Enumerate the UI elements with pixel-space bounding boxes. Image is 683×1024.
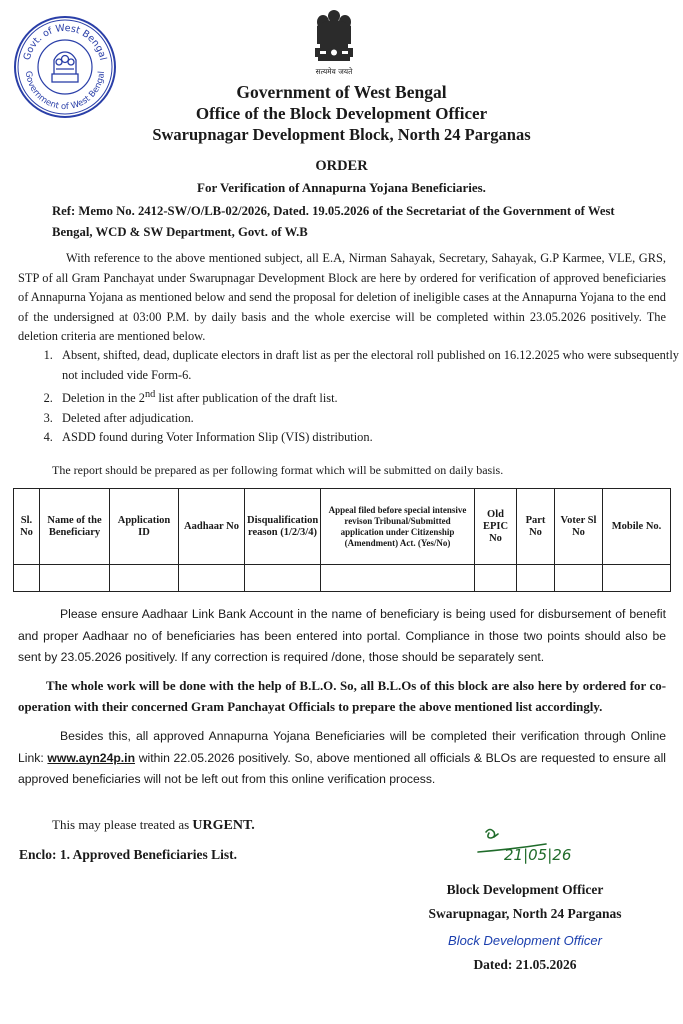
urgent-note <box>52 817 255 834</box>
table-cell <box>179 565 245 592</box>
criteria-text: list after publication of the draft list. <box>155 391 338 406</box>
criteria-text: Deletion in the 2 <box>62 391 145 406</box>
govt-seal-icon <box>12 14 118 120</box>
order-date: Dated: 21.05.2026 <box>473 957 577 972</box>
table-row <box>14 565 671 592</box>
urgent-word: URGENT. <box>192 818 255 833</box>
criteria-item: 4. ASDD found during Voter Information Slip (VIS) distribution. <box>56 428 683 448</box>
emblem-motto: सत्यमेव जयते <box>315 67 353 76</box>
header-block: Swarupnagar Development Block, North 24 Parganas <box>152 125 531 144</box>
table-cell <box>245 565 321 592</box>
superscript: nd <box>144 389 156 400</box>
designation-stamp: Block Development Officer <box>448 933 602 948</box>
signatory-title: Block Development Officer <box>446 882 604 897</box>
table-cell <box>110 565 179 592</box>
table-header-cell: Aadhaar No <box>179 489 245 565</box>
online-text: Besides this, all approved Annapurna Yojana Beneficiaries will be completed their verification through Online Link: <box>18 729 666 765</box>
criteria-item <box>56 385 683 409</box>
signature-date: 21|05|26 <box>504 846 572 864</box>
handwritten-signature <box>474 824 584 872</box>
table-header-cell: Sl. No <box>14 489 40 565</box>
criteria-item: 1. Absent, shifted, dead, duplicate electors in draft list as per the electoral roll published on 16.12.2025 who were subsequently not included vide Form-6. <box>56 346 683 385</box>
table-header-row <box>14 489 671 565</box>
letterhead <box>150 82 533 145</box>
header-govt: Government of West Bengal <box>236 82 447 102</box>
national-emblem-icon <box>306 6 362 78</box>
table-header-cell: Disqualification reason (1/2/3/4) <box>245 489 321 565</box>
urgent-text: This may please treated as <box>52 817 193 832</box>
table-cell <box>555 565 603 592</box>
paragraph-intro: With reference to the above mentioned subject, all E.A, Nirman Sahayak, Secretary, Sahayak, G.P Karmee, VLE, GRS, STP of all Gram Panchayat under Swarupnagar Development Block are here by ordered for verification of approved beneficiaries of Annapurna Yojana as mentioned below and send the proposal for deletion of ineligible cases at the Annapurna Yojana to the end of the undersigned at 03:00 P.M. by daily basis and the whole exercise will be completed within 23.05.2026 positively. The deletion criteria are mentioned below. <box>18 251 666 343</box>
table-cell <box>40 565 110 592</box>
order-reference: Ref: Memo No. 2412-SW/O/LB-02/2026, Dated. 19.05.2026 of the Secretariat of the Government of West Bengal, WCD & SW Department, Govt. of W.B <box>52 204 615 239</box>
table-cell <box>517 565 555 592</box>
table-cell <box>14 565 40 592</box>
table-header-cell: Application ID <box>110 489 179 565</box>
online-text: within 22.05.2026 positively. So, above mentioned all officials & BLOs are requested to ensure all approved beneficiaries will not be left out from this online verification process. <box>18 750 666 786</box>
paragraph-online <box>18 726 666 791</box>
table-header-cell: Voter Sl No <box>555 489 603 565</box>
paragraph-aadhaar: Please ensure Aadhaar Link Bank Account in the name of beneficiary is being used for disbursement of benefit and proper Aadhaar no of beneficiaries has been entered into portal. Compliance in those two points should also be sent by 23.05.2026 positively. If any correction is required /done, those should be separately sent. <box>18 607 666 664</box>
table-header-cell: Appeal filed before special intensive revison Tribunal/Submitted application under Citizenship (Amendment) Act. (Yes/No) <box>321 489 475 565</box>
svg-text:Government of West Bengal <box>23 70 107 112</box>
report-format-note: The report should be prepared as per following format which will be submitted on daily basis. <box>52 463 504 477</box>
deletion-criteria-list <box>26 346 683 448</box>
table-header-cell: Name of the Beneficiary <box>40 489 110 565</box>
table-cell <box>603 565 671 592</box>
order-subject: For Verification of Annapurna Yojana Beneficiaries. <box>197 180 486 195</box>
header-office: Office of the Block Development Officer <box>195 104 488 123</box>
table-header-cell: Mobile No. <box>603 489 671 565</box>
order-title: ORDER <box>315 158 368 174</box>
criteria-item: 3. Deleted after adjudication. <box>56 409 683 429</box>
table-header-cell: Part No <box>517 489 555 565</box>
seal-text-bottom: Government of West Bengal <box>22 70 107 113</box>
enclosure: Enclo: 1. Approved Beneficiaries List. <box>19 847 237 862</box>
paragraph-blo: The whole work will be done with the help of B.L.O. So, all B.L.Os of this block are also here by ordered for co-operation with their concerned Gram Panchayat Officials to prepare the above mentioned list accordingly. <box>18 679 666 714</box>
table-cell <box>475 565 517 592</box>
signatory-location: Swarupnagar, North 24 Parganas <box>428 906 622 921</box>
report-format-table <box>13 488 671 592</box>
table-cell <box>321 565 475 592</box>
table-header-cell: Old EPIC No <box>475 489 517 565</box>
online-link[interactable]: www.ayn24p.in <box>47 750 136 765</box>
seal-text-top: Govt. of West Bengal <box>21 22 109 62</box>
